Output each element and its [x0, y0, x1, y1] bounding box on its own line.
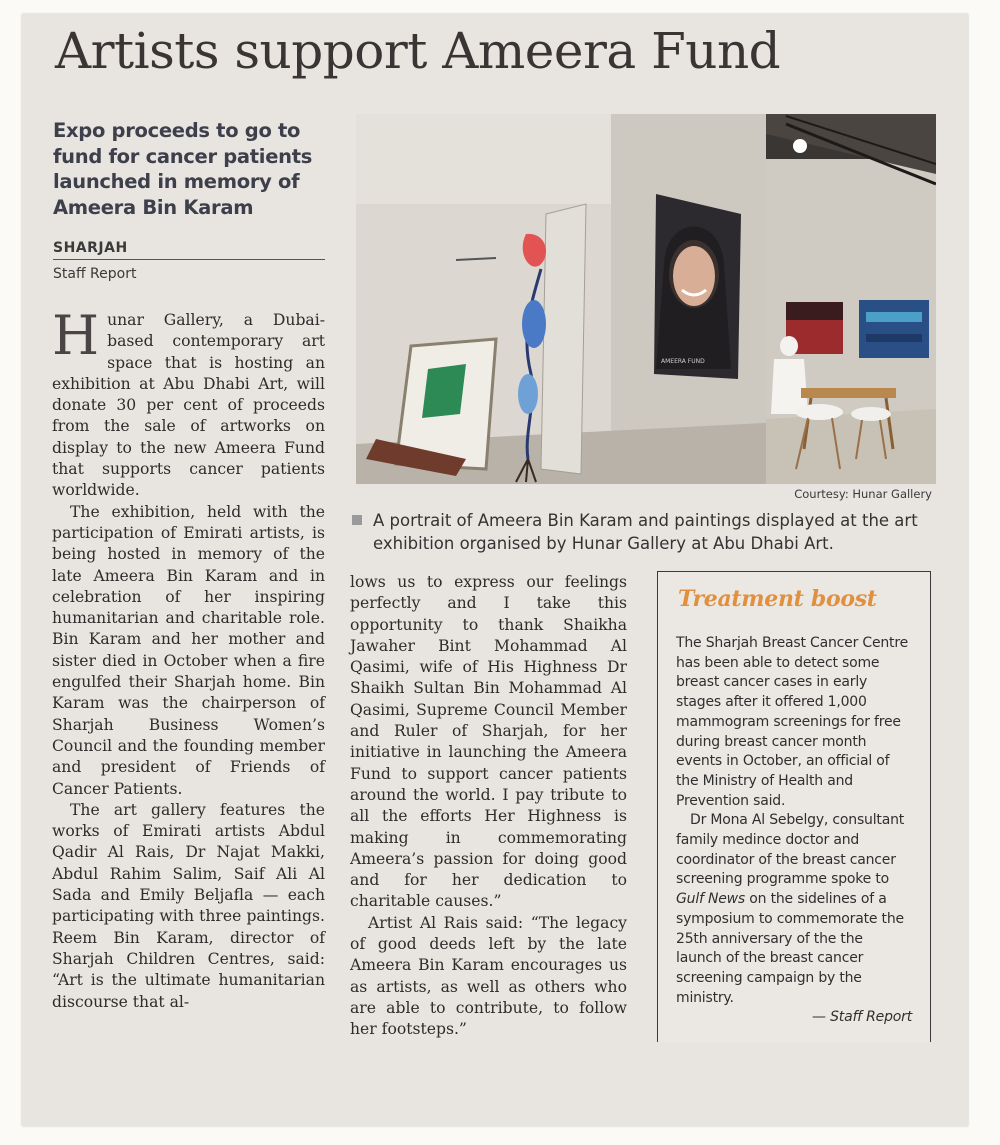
byline: Staff Report	[53, 266, 137, 282]
drop-cap: H	[52, 304, 100, 367]
artwork-label: AMEERA FUND	[661, 358, 705, 365]
publication-name: Gulf News	[676, 891, 746, 908]
sidebar-body	[676, 634, 912, 1028]
article-paragraph: The art gallery features the works of Emirati artists Abdul Qadir Al Rais, Dr Najat Makki, Abdul Rahim Salim, Saif Ali Al Sada and Emily Beljafla — each participating with three paintings. Reem Bin Karam, director of Sharjah Children Centres, said: “Art is the ultimate humanitarian discourse that al-	[52, 800, 325, 1011]
sidebar-title: Treatment boost	[678, 586, 877, 612]
article-paragraph: The exhibition, held with the participation of Emirati artists, is being hosted in memory of the late Ameera Bin Karam and in celebration of her inspiring humanitarian and charitable role. Bin Karam and her mother and sister died in October when a fire engulfed their Sharjah home. Bin Karam was the chairperson of Sharjah Business Women’s Council and the founding member and president of Friends of Cancer Patients.	[52, 502, 325, 798]
article-column-2	[350, 572, 627, 1041]
sidebar-signature: — Staff Report	[812, 1009, 912, 1026]
article-paragraph: lows us to express our feelings perfectly and I take this opportunity to thank Shaikha Jawaher Bint Mohammad Al Qasimi, wife of His Highness Dr Shaikh Sultan Bin Mohammad Al Qasimi, Supreme Council Member and Ruler of Sharjah, for her initiative in launching the Ameera Fund to support cancer patients around the world. I pay tribute to all the efforts Her Highness is making in commemorating Ameera’s passion for doing good and for her dedication to charitable causes.”	[350, 573, 627, 911]
sidebar-paragraph: Dr Mona Al Sebelgy, consultant family medince doctor and coordinator of the breast cancer screening programme spoke to Gulf News on the sidelines of a symposium to commemorate the 25th anniversary of the the launch of the breast cancer screening campaign by the ministry.	[676, 812, 905, 1006]
dateline: SHARJAH	[53, 240, 325, 260]
gallery-photo	[356, 114, 936, 484]
headline: Artists support Ameera Fund	[55, 22, 781, 80]
sidebar-paragraph: The Sharjah Breast Cancer Centre has been able to detect some breast cancer cases in early stages after it offered 1,000 mammogram screenings for free during breast cancer month events in October, an official of the Ministry of Health and Prevention said.	[676, 635, 909, 809]
article-paragraph: Hunar Gallery, a Dubai-based contemporary art space that is hosting an exhibition at Abu Dhabi Art, will donate 30 per cent of proceeds from the sale of artworks on display to the new Ameera Fund that supports cancer patients worldwide.	[52, 304, 325, 500]
photo-credit: Courtesy: Hunar Gallery	[794, 487, 932, 501]
caption-marker-icon	[352, 515, 362, 525]
article-column-1	[52, 304, 325, 1013]
subheadline: Expo proceeds to go to fund for cancer patients launched in memory of Ameera Bin Karam	[53, 119, 313, 219]
photo-caption: A portrait of Ameera Bin Karam and paintings displayed at the art exhibition organised by Hunar Gallery at Abu Dhabi Art.	[373, 511, 918, 553]
article-paragraph: Artist Al Rais said: “The legacy of good deeds left by the late Ameera Bin Karam encourages us as artists, as well as others who are able to contribute, to follow her footsteps.”	[350, 913, 627, 1039]
